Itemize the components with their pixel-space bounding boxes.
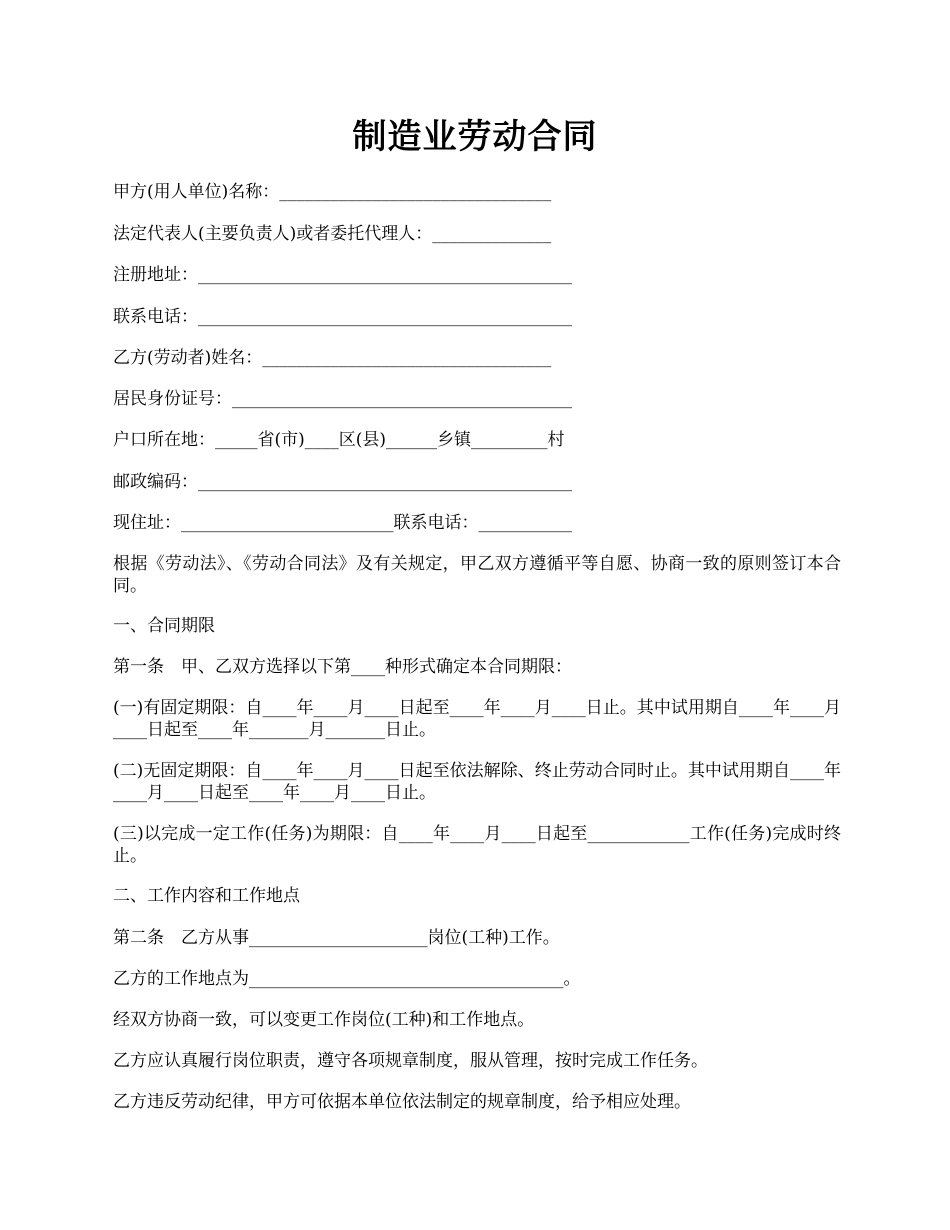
id-number-line: 居民身份证号：________________________________________ [113,389,572,409]
section-heading-work-content: 二、工作内容和工作地点 [113,886,300,906]
household-registration-line: 户口所在地：_____省(市)____区(县)______乡镇_________村 [113,430,565,450]
article-1: 第一条 甲、乙双方选择以下第____种形式确定本合同期限： [113,657,572,677]
discipline-line: 乙方违反劳动纪律，甲方可依据本单位依法制定的规章制度，给予相应处理。 [113,1092,691,1112]
fixed-term-clause: (一)有固定期限：自____年____月____日起至____年____月____日止。其中试用期自____年____月____日起至____年_______月_______日止。 [113,698,841,740]
legal-representative-line: 法定代表人(主要负责人)或者委托代理人：______________ [113,224,552,244]
employer-name-line: 甲方(用人单位)名称：________________________________ [113,182,552,202]
employer-phone-line: 联系电话：____________________________________________ [113,307,572,327]
preamble-paragraph: 根据《劳动法》、《劳动合同法》及有关规定，甲乙双方遵循平等自愿、协商一致的原则签订本合同。 [113,554,841,596]
current-address-line: 现住址：_________________________联系电话：___________ [113,513,572,533]
document-title: 制造业劳动合同 [352,117,598,157]
open-ended-clause: (二)无固定期限：自____年____月____日起至依法解除、终止劳动合同时止。其中试用期自____年____月____日起至____年____月____日止。 [113,761,841,803]
employee-name-line: 乙方(劳动者)姓名：__________________________________ [113,348,552,368]
registered-address-line: 注册地址：____________________________________________ [113,265,572,285]
duties-line: 乙方应认真履行岗位职责，遵守各项规章制度，服从管理，按时完成工作任务。 [113,1051,708,1071]
task-based-clause: (三)以完成一定工作(任务)为期限：自____年____月____日起至____________工作(任务)完成时终止。 [113,824,841,866]
postal-code-line: 邮政编码：____________________________________________ [113,472,572,492]
change-by-agreement-line: 经双方协商一致，可以变更工作岗位(工种)和工作地点。 [113,1010,535,1030]
work-location-line: 乙方的工作地点为_____________________________________。 [113,969,581,989]
section-heading-contract-term: 一、合同期限 [113,616,215,636]
article-2: 第二条 乙方从事_____________________岗位(工种)工作。 [113,928,560,948]
